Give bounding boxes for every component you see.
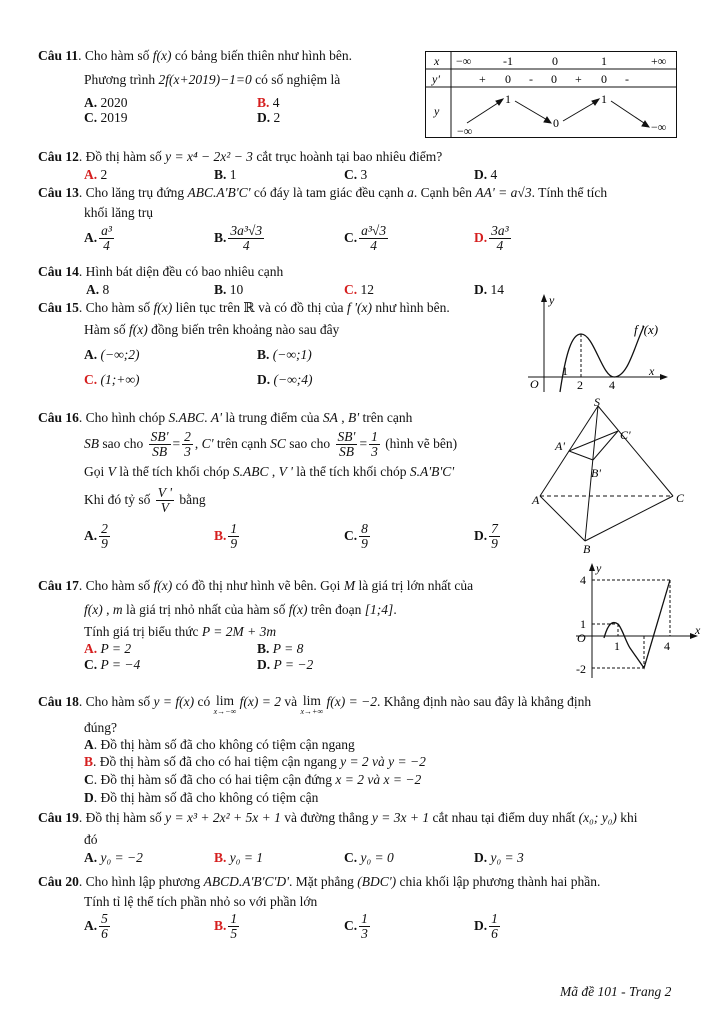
q17-number: Câu 17	[38, 578, 79, 593]
q14-option-c[interactable]: C. 12	[344, 282, 374, 297]
q14-option-a[interactable]: A. 8	[86, 282, 110, 297]
q11-option-a[interactable]: A. 2020	[84, 95, 128, 110]
q11-table-dy-2: -	[529, 72, 533, 86]
q20-stem: Câu 20. Cho hình lập phương ABCD.A'B'C'D'. Mặt phẳng (BDC') chia khối lập phương thành hai phần.	[38, 874, 601, 889]
q17-x1: 1	[614, 639, 620, 653]
q16-label-ap: A'	[555, 439, 565, 453]
q11-option-c[interactable]: C. 2019	[84, 110, 128, 125]
q19-number: Câu 19	[38, 810, 79, 825]
q15-option-a[interactable]: A. (−∞;2)	[84, 347, 140, 362]
q16-label-bp: B'	[591, 466, 601, 480]
q14-option-d[interactable]: D. 14	[474, 282, 504, 297]
q17-y1: 1	[580, 617, 586, 631]
q11-table-dy-1: 0	[505, 72, 511, 86]
q11-table-y-left: −∞	[457, 124, 473, 138]
q13-option-d[interactable]: D. $\frac{\text{3a³}}{4}$	[474, 223, 509, 254]
q11-table-y-max2: 1	[601, 92, 607, 106]
q19-option-d[interactable]: D. y₀ = 3	[474, 850, 524, 865]
q16-option-a[interactable]: A. $\frac{2}{9}$	[84, 521, 108, 552]
q17-origin: O	[577, 631, 586, 645]
q16-stem: Câu 16. Cho hình chóp S.ABC. A' là trung điểm của SA , B' trên cạnh	[38, 410, 413, 425]
q15-curve-label: f '(x)	[634, 322, 659, 337]
q12-option-d[interactable]: D. 4	[474, 167, 498, 182]
q17-line3: Tính giá trị biểu thức P = 2M + 3m	[84, 624, 277, 639]
q13-option-c[interactable]: C. $\frac{\text{a³√3}}{4}$	[344, 223, 387, 254]
q17-ym2: -2	[576, 662, 586, 676]
q20-option-d[interactable]: D. $\frac{1}{6}$	[474, 911, 498, 942]
q16-line3: Gọi V là thể tích khối chóp S.ABC , V ' là thể tích khối chóp S.A'B'C'	[84, 464, 455, 479]
q15-tick-2: 2	[577, 378, 583, 392]
q17-option-d[interactable]: D. P = −2	[257, 657, 314, 672]
q19-line2: đó	[84, 832, 98, 847]
q15-option-b[interactable]: B. (−∞;1)	[257, 347, 312, 362]
q16-option-b[interactable]: B. $\frac{1}{9}$	[214, 521, 238, 552]
q17-line2: f(x) , m là giá trị nhỏ nhất của hàm số f(x) trên đoạn [1;4].	[84, 602, 397, 617]
q11-table-x-label: x	[434, 54, 440, 68]
q17-stem: Câu 17. Cho hàm số f(x) có đồ thị như hình vẽ bên. Gọi M là giá trị lớn nhất của	[38, 578, 474, 593]
q16-number: Câu 16	[38, 410, 79, 425]
q11-table-y-max1: 1	[505, 92, 511, 106]
q13-option-b[interactable]: B. $\frac{\text{3a³√3}}{4}$	[214, 223, 263, 254]
q14-stem: Câu 14. Hình bát diện đều có bao nhiêu cạnh	[38, 264, 284, 279]
q15-y-label: y	[549, 293, 555, 307]
q18-option-c[interactable]: C. Đồ thị hàm số đã cho có hai tiệm cận đứng x = 2 và x = −2	[84, 772, 422, 787]
page-footer: Mã đề 101 - Trang 2	[560, 984, 672, 999]
q16-label-b: B	[583, 542, 591, 556]
q12-number: Câu 12	[38, 149, 79, 164]
q18-option-d[interactable]: D. Đồ thị hàm số đã cho không có tiệm cận	[84, 790, 319, 805]
q11-table-x-4: +∞	[651, 54, 667, 68]
q15-stem: Câu 15. Cho hàm số f(x) liên tục trên ℝ và có đồ thị của f '(x) như hình bên.	[38, 300, 450, 315]
q11-table-y-min: 0	[553, 116, 559, 130]
q20-option-b[interactable]: B. $\frac{1}{5}$	[214, 911, 238, 942]
q12-option-b[interactable]: B. 1	[214, 167, 237, 182]
q20-number: Câu 20	[38, 874, 79, 889]
q12-option-c[interactable]: C. 3	[344, 167, 368, 182]
q17-option-b[interactable]: B. P = 8	[257, 641, 304, 656]
q15-x-label: x	[649, 364, 655, 378]
q16-line2: SB sao cho $\frac{SB'}{SB}$ = $\frac{2}{3}$ , C' trên cạnh SC sao cho $\frac{SB'}{SB}$ = $\frac{1}{3}$ (hình vẽ bên)	[84, 429, 458, 460]
q18-line2: đúng?	[84, 720, 117, 735]
q15-tick-4: 4	[609, 378, 615, 392]
q18-number: Câu 18	[38, 694, 79, 709]
q14-option-b[interactable]: B. 10	[214, 282, 244, 297]
q11-table-dy-0: +	[479, 72, 486, 86]
q16-option-d[interactable]: D. $\frac{7}{9}$	[474, 521, 498, 552]
q16-line4: Khi đó tỷ số $\frac{V '}{V}$ bằng	[84, 485, 206, 516]
q17-option-a[interactable]: A. P = 2	[84, 641, 132, 656]
q20-line2: Tính tỉ lệ thể tích phần nhỏ so với phần lớn	[84, 894, 318, 909]
q11-line2: Phương trình 2f(x+2019)−1=0 có số nghiệm là	[84, 72, 341, 87]
q12-option-a[interactable]: A. 2	[84, 167, 108, 182]
q11-table-y-label: y	[434, 104, 440, 118]
q11-option-b[interactable]: B. 4	[257, 95, 280, 110]
q17-x-label: x	[695, 623, 701, 637]
q18-option-b[interactable]: B. Đồ thị hàm số đã cho có hai tiệm cận ngang y = 2 và y = −2	[84, 754, 426, 769]
q19-option-c[interactable]: C. y₀ = 0	[344, 850, 394, 865]
q20-option-c[interactable]: C. $\frac{1}{3}$	[344, 911, 368, 942]
q15-origin: O	[530, 377, 539, 391]
q13-number: Câu 13	[38, 185, 79, 200]
q11-table-dy-6: -	[625, 72, 629, 86]
q16-label-c: C	[676, 491, 685, 505]
q15-option-c[interactable]: C. (1;+∞)	[84, 372, 140, 387]
q11-table-x-1: -1	[503, 54, 513, 68]
q16-label-s: S	[594, 396, 600, 409]
q11-table-dy-4: +	[575, 72, 582, 86]
q11-table-x-0: −∞	[456, 54, 472, 68]
q11-table-y-right: −∞	[651, 120, 667, 134]
q11-number: Câu 11	[38, 48, 79, 63]
q18-stem: Câu 18. Cho hàm số y = f(x) có lim x→−∞ f(x) = 2 và lim x→+∞ f(x) = −2. Khẳng định nào sau đây là khẳng định	[38, 693, 592, 716]
q11-table-dy-3: 0	[551, 72, 557, 86]
q13-stem: Câu 13. Cho lăng trụ đứng ABC.A'B'C' có đáy là tam giác đều cạnh a. Cạnh bên AA' = a√3. Tính thể tích	[38, 185, 608, 200]
q15-graph	[524, 292, 674, 396]
q16-label-cp: C'	[620, 428, 631, 442]
q11-option-d[interactable]: D. 2	[257, 110, 281, 125]
q11-variation-table	[425, 51, 677, 138]
q17-x4: 4	[664, 639, 670, 653]
q15-line2: Hàm số f(x) đồng biến trên khoảng nào sau đây	[84, 322, 340, 337]
q15-option-d[interactable]: D. (−∞;4)	[257, 372, 313, 387]
q17-y4: 4	[580, 573, 586, 587]
q17-y-label: y	[596, 562, 602, 575]
q18-option-a[interactable]: A. Đồ thị hàm số đã cho không có tiệm cận ngang	[84, 737, 355, 752]
q16-label-a: A	[532, 493, 540, 507]
q15-tick-1: 1	[562, 364, 568, 378]
q11-table-dy-5: 0	[601, 72, 607, 86]
q16-option-c[interactable]: C. $\frac{8}{9}$	[344, 521, 368, 552]
q11-table-dy-label: y'	[432, 72, 440, 86]
q11-table-x-2: 0	[552, 54, 558, 68]
q20-option-a[interactable]: A. $\frac{5}{6}$	[84, 911, 108, 942]
q11-table-x-3: 1	[601, 54, 607, 68]
q16-pyramid-figure	[530, 396, 690, 558]
q12-stem: Câu 12. Đồ thị hàm số y = x⁴ − 2x² − 3 cắt trục hoành tại bao nhiêu điểm?	[38, 149, 443, 164]
q14-number: Câu 14	[38, 264, 79, 279]
q17-option-c[interactable]: C. P = −4	[84, 657, 141, 672]
q13-option-a[interactable]: A. $\frac{\text{a³}}{4}$	[84, 223, 112, 254]
q11-stem: Câu 11. Cho hàm số f(x) có bảng biến thiên như hình bên.	[38, 48, 353, 63]
q15-number: Câu 15	[38, 300, 79, 315]
q17-graph	[574, 562, 704, 682]
q19-option-b[interactable]: B. y₀ = 1	[214, 850, 264, 865]
q15-curve	[560, 326, 644, 392]
q13-line2: khối lăng trụ	[84, 205, 153, 220]
q19-option-a[interactable]: A. y₀ = −2	[84, 850, 143, 865]
q19-stem: Câu 19. Đồ thị hàm số y = x³ + 2x² + 5x + 1 và đường thẳng y = 3x + 1 cắt nhau tại điểm duy nhất (x₀; y₀) khi	[38, 810, 638, 825]
